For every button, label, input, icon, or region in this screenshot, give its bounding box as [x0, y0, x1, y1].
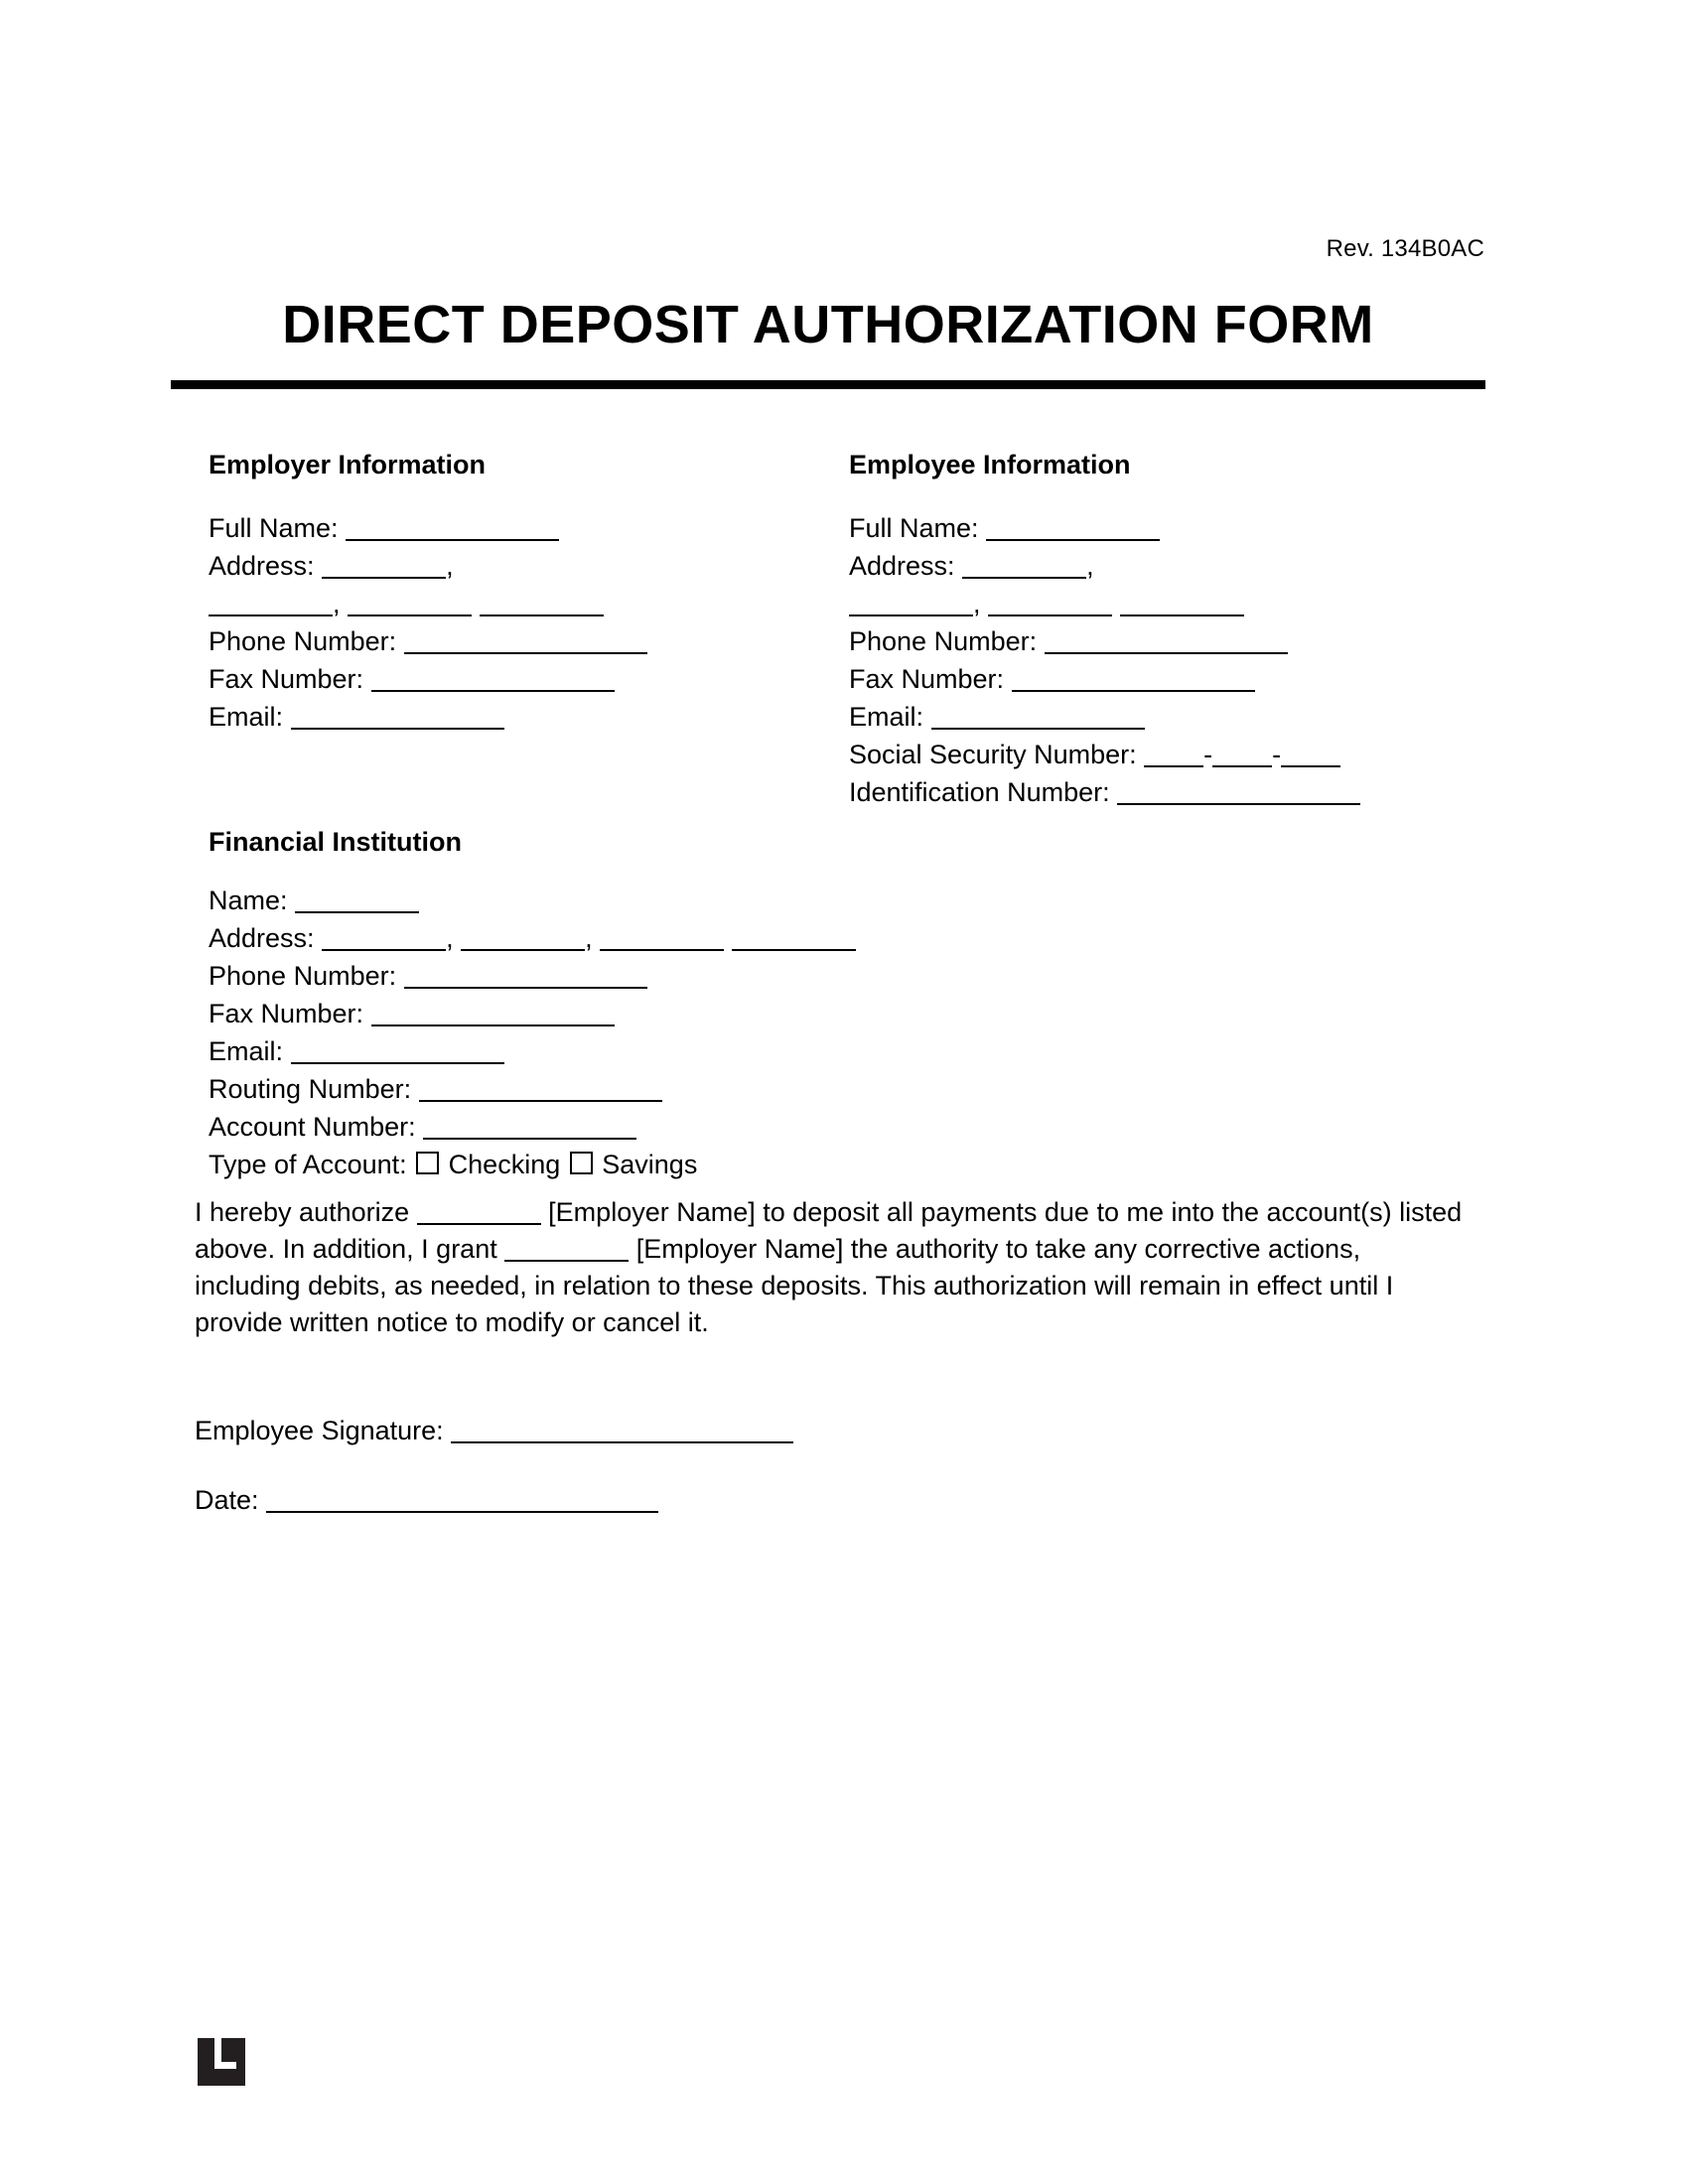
employer-email-input[interactable]: [291, 702, 504, 730]
section-heading-financial: Financial Institution: [209, 827, 462, 857]
financial-email-input[interactable]: [291, 1036, 504, 1064]
employee-identification-input[interactable]: [1117, 777, 1360, 805]
financial-address-comma-2: ,: [585, 923, 593, 953]
date-label: Date:: [195, 1485, 259, 1515]
employee-address-comma-2: ,: [973, 589, 981, 618]
employee-signature-row: [195, 1416, 793, 1446]
employee-address-street-input[interactable]: [962, 551, 1086, 579]
legal-templates-logo-icon: [198, 2038, 245, 2086]
employer-address-street-input[interactable]: [322, 551, 446, 579]
employer-address-comma-1: ,: [446, 551, 454, 581]
employee-signature-input[interactable]: [451, 1416, 793, 1443]
employer-full-name-label: Full Name:: [209, 513, 339, 543]
employee-address-comma-1: ,: [1086, 551, 1094, 581]
employee-ssn-part-3-input[interactable]: [1281, 740, 1340, 767]
authorization-text-part2: [Employer Name] to deposit all payments due to me into the account(s) listed above. In addition, I grant: [195, 1197, 1463, 1264]
date-row: [195, 1485, 658, 1516]
employee-phone-row: [849, 622, 1484, 660]
financial-address-city-input[interactable]: [461, 923, 585, 951]
financial-address-street-input[interactable]: [322, 923, 446, 951]
revision-code: Rev. 134B0AC: [1326, 235, 1484, 262]
employee-full-name-label: Full Name:: [849, 513, 979, 543]
financial-name-label: Name:: [209, 886, 288, 915]
employee-phone-input[interactable]: [1045, 626, 1288, 654]
financial-email-row: [209, 1032, 963, 1070]
employee-email-row: [849, 698, 1484, 736]
financial-fax-row: [209, 995, 963, 1032]
employee-full-name-input[interactable]: [986, 513, 1160, 541]
page-title: DIRECT DEPOSIT AUTHORIZATION FORM: [282, 295, 1374, 354]
employee-address-state-input[interactable]: [988, 589, 1112, 616]
checkbox-checking-label: Checking: [448, 1150, 561, 1179]
employee-email-input[interactable]: [931, 702, 1145, 730]
financial-address-row: [209, 919, 963, 957]
employer-fax-label: Fax Number:: [209, 664, 364, 694]
employer-address-row-2: [209, 585, 824, 622]
employee-signature-label: Employee Signature:: [195, 1416, 444, 1445]
financial-phone-input[interactable]: [404, 961, 647, 989]
financial-fields: [209, 882, 963, 1183]
financial-routing-label: Routing Number:: [209, 1074, 412, 1104]
employee-ssn-label: Social Security Number:: [849, 740, 1137, 769]
employee-address-row: [849, 547, 1484, 585]
financial-routing-row: [209, 1070, 963, 1108]
employer-address-row: [209, 547, 824, 585]
financial-email-label: Email:: [209, 1036, 284, 1066]
employee-fax-label: Fax Number:: [849, 664, 1005, 694]
employee-phone-label: Phone Number:: [849, 626, 1038, 656]
employee-address-zip-input[interactable]: [1120, 589, 1244, 616]
financial-account-row: [209, 1108, 963, 1146]
section-heading-employee: Employee Information: [849, 450, 1131, 479]
date-input[interactable]: [266, 1485, 658, 1513]
financial-account-input[interactable]: [423, 1112, 636, 1140]
financial-address-zip-input[interactable]: [732, 923, 856, 951]
authorization-text-part3: [Employer Name] the authority to take any corrective actions, including debits, as needed, in relation to these deposits. This authorization will remain in effect until I provide written notice to modify or cancel it.: [195, 1234, 1394, 1337]
financial-name-input[interactable]: [295, 886, 419, 913]
employer-email-label: Email:: [209, 702, 284, 732]
employee-email-label: Email:: [849, 702, 924, 732]
employer-address-state-input[interactable]: [348, 589, 472, 616]
employee-ssn-part-2-input[interactable]: [1212, 740, 1272, 767]
employer-full-name-input[interactable]: [346, 513, 559, 541]
financial-phone-row: [209, 957, 963, 995]
financial-account-label: Account Number:: [209, 1112, 416, 1142]
employer-address-zip-input[interactable]: [480, 589, 604, 616]
employer-phone-label: Phone Number:: [209, 626, 397, 656]
financial-name-row: [209, 882, 963, 919]
employer-fax-input[interactable]: [371, 664, 615, 692]
checkbox-savings-label: Savings: [602, 1150, 698, 1179]
employer-full-name-row: [209, 509, 824, 547]
authorization-text-part1: I hereby authorize: [195, 1197, 410, 1227]
employee-identification-label: Identification Number:: [849, 777, 1110, 807]
employee-fax-row: [849, 660, 1484, 698]
financial-routing-input[interactable]: [419, 1074, 662, 1102]
authorization-employer-name-input-1[interactable]: [417, 1197, 541, 1225]
financial-address-state-input[interactable]: [600, 923, 724, 951]
employer-email-row: [209, 698, 824, 736]
employer-phone-row: [209, 622, 824, 660]
checkbox-savings[interactable]: [570, 1152, 593, 1174]
financial-account-type-row: [209, 1146, 963, 1183]
section-heading-employer: Employer Information: [209, 450, 487, 479]
financial-phone-label: Phone Number:: [209, 961, 397, 991]
financial-address-comma-1: ,: [446, 923, 454, 953]
employee-fax-input[interactable]: [1012, 664, 1255, 692]
financial-fax-input[interactable]: [371, 999, 615, 1026]
employee-full-name-row: [849, 509, 1484, 547]
authorization-paragraph: [195, 1194, 1466, 1341]
employee-ssn-separator-1: -: [1203, 740, 1213, 769]
employee-address-row-2: [849, 585, 1484, 622]
employee-ssn-part-1-input[interactable]: [1144, 740, 1203, 767]
title-divider: [171, 380, 1485, 389]
employer-address-label: Address:: [209, 551, 315, 581]
employee-identification-row: [849, 773, 1484, 811]
employee-ssn-separator-2: -: [1272, 740, 1282, 769]
financial-fax-label: Fax Number:: [209, 999, 364, 1028]
employee-address-label: Address:: [849, 551, 955, 581]
employer-address-city-input[interactable]: [209, 589, 333, 616]
employer-phone-input[interactable]: [404, 626, 647, 654]
employer-fields: [209, 509, 824, 736]
employee-ssn-row: [849, 736, 1484, 773]
employer-fax-row: [209, 660, 824, 698]
financial-account-type-label: Type of Account:: [209, 1150, 407, 1179]
employer-address-comma-2: ,: [333, 589, 341, 618]
employee-address-city-input[interactable]: [849, 589, 973, 616]
financial-address-label: Address:: [209, 923, 315, 953]
employee-fields: [849, 509, 1484, 811]
checkbox-checking[interactable]: [416, 1152, 439, 1174]
authorization-employer-name-input-2[interactable]: [504, 1234, 629, 1262]
